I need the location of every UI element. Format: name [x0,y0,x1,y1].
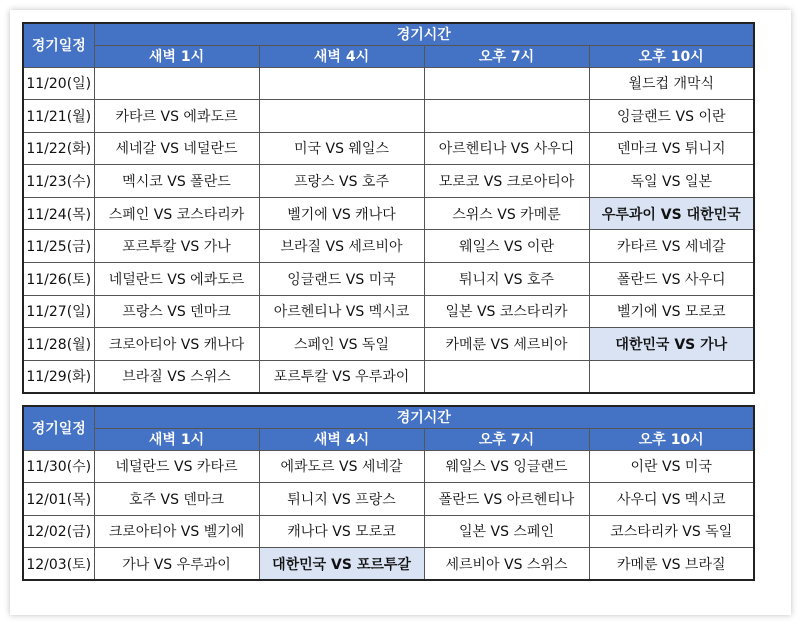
match-cell: 가나 VS 우루과이 [94,548,259,581]
slot-header: 오후 7시 [424,45,589,67]
match-cell: 포르투칼 VS 우루과이 [259,360,424,393]
match-cell: 잉글랜드 VS 이란 [589,100,754,133]
match-cell: 세네갈 VS 네덜란드 [94,132,259,165]
date-cell: 12/03(토) [23,548,94,581]
table-row [23,450,754,483]
match-cell: 캐나다 VS 모로코 [259,515,424,548]
match-cell: 이란 VS 미국 [589,450,754,483]
date-cell: 12/01(목) [23,483,94,516]
match-cell: 독일 VS 일본 [589,165,754,198]
table-row [23,100,754,133]
date-cell: 11/27(일) [23,295,94,328]
date-cell: 11/26(토) [23,263,94,296]
date-cell: 11/20(일) [23,67,94,100]
match-cell: 크로아티아 VS 벨기에 [94,515,259,548]
date-cell: 11/23(수) [23,165,94,198]
match-cell: 대한민국 VS 포르투갈 [259,548,424,581]
match-cell: 폴란드 VS 사우디 [589,263,754,296]
match-cell: 아르헨티나 VS 멕시코 [259,295,424,328]
table-row [23,263,754,296]
match-cell [424,100,589,133]
match-cell: 일본 VS 코스타리카 [424,295,589,328]
match-cell: 덴마크 VS 튀니지 [589,132,754,165]
match-cell [424,67,589,100]
date-cell: 11/28(월) [23,328,94,361]
match-cell [259,100,424,133]
table-row [23,132,754,165]
match-cell: 미국 VS 웨일스 [259,132,424,165]
match-cell: 스페인 VS 코스타리카 [94,197,259,230]
slot-header: 새벽 1시 [94,45,259,67]
slot-header: 새벽 4시 [259,428,424,450]
match-cell: 사우디 VS 멕시코 [589,483,754,516]
match-cell: 프랑스 VS 덴마크 [94,295,259,328]
match-cell: 잉글랜드 VS 미국 [259,263,424,296]
match-cell: 튀니지 VS 호주 [424,263,589,296]
match-cell: 네덜란드 VS 에콰도르 [94,263,259,296]
slot-header: 오후 10시 [589,428,754,450]
table-row [23,197,754,230]
match-cell: 코스타리카 VS 독일 [589,515,754,548]
match-cell: 카메룬 VS 브라질 [589,548,754,581]
match-cell: 모로코 VS 크로아티아 [424,165,589,198]
slot-header: 오후 7시 [424,428,589,450]
match-cell: 벨기에 VS 캐나다 [259,197,424,230]
table-row [23,328,754,361]
match-cell: 카타르 VS 에콰도르 [94,100,259,133]
table-row [23,295,754,328]
match-cell: 브라질 VS 스위스 [94,360,259,393]
match-cell: 스위스 VS 카메룬 [424,197,589,230]
schedule-body-1 [23,67,754,393]
match-cell: 웨일스 VS 잉글랜드 [424,450,589,483]
date-cell: 11/25(금) [23,230,94,263]
date-cell: 12/02(금) [23,515,94,548]
match-cell: 아르헨티나 VS 사우디 [424,132,589,165]
match-cell: 에콰도르 VS 세네갈 [259,450,424,483]
schedule-table-2 [22,405,755,581]
match-cell: 폴란드 VS 아르헨티나 [424,483,589,516]
match-cell: 스페인 VS 독일 [259,328,424,361]
match-cell: 일본 VS 스페인 [424,515,589,548]
match-cell: 멕시코 VS 폴란드 [94,165,259,198]
match-cell: 우루과이 VS 대한민국 [589,197,754,230]
table-row [23,230,754,263]
date-cell: 11/30(수) [23,450,94,483]
date-cell: 11/22(화) [23,132,94,165]
time-group-header: 경기시간 [94,406,754,428]
match-cell: 프랑스 VS 호주 [259,165,424,198]
slot-header: 오후 10시 [589,45,754,67]
table-row [23,360,754,393]
match-cell: 포르투칼 VS 가나 [94,230,259,263]
slot-header: 새벽 4시 [259,45,424,67]
table-row [23,67,754,100]
match-cell [424,360,589,393]
match-cell: 카메룬 VS 세르비아 [424,328,589,361]
match-cell [94,67,259,100]
match-cell: 월드컵 개막식 [589,67,754,100]
match-cell: 카타르 VS 세네갈 [589,230,754,263]
table-row [23,548,754,581]
match-cell [589,360,754,393]
date-cell: 11/24(목) [23,197,94,230]
match-cell: 네덜란드 VS 카타르 [94,450,259,483]
corner-header: 경기일정 [23,23,94,67]
match-cell [259,67,424,100]
table-row [23,515,754,548]
match-cell: 호주 VS 덴마크 [94,483,259,516]
corner-header: 경기일정 [23,406,94,450]
match-cell: 튀니지 VS 프랑스 [259,483,424,516]
match-cell: 웨일스 VS 이란 [424,230,589,263]
schedule-table-1 [22,22,755,394]
match-cell: 세르비아 VS 스위스 [424,548,589,581]
time-group-header: 경기시간 [94,23,754,45]
match-cell: 벨기에 VS 모로코 [589,295,754,328]
date-cell: 11/21(월) [23,100,94,133]
match-cell: 브라질 VS 세르비아 [259,230,424,263]
slot-header: 새벽 1시 [94,428,259,450]
table-row [23,483,754,516]
table-row [23,165,754,198]
date-cell: 11/29(화) [23,360,94,393]
match-cell: 크로아티아 VS 캐나다 [94,328,259,361]
schedule-body-2 [23,450,754,580]
match-cell: 대한민국 VS 가나 [589,328,754,361]
